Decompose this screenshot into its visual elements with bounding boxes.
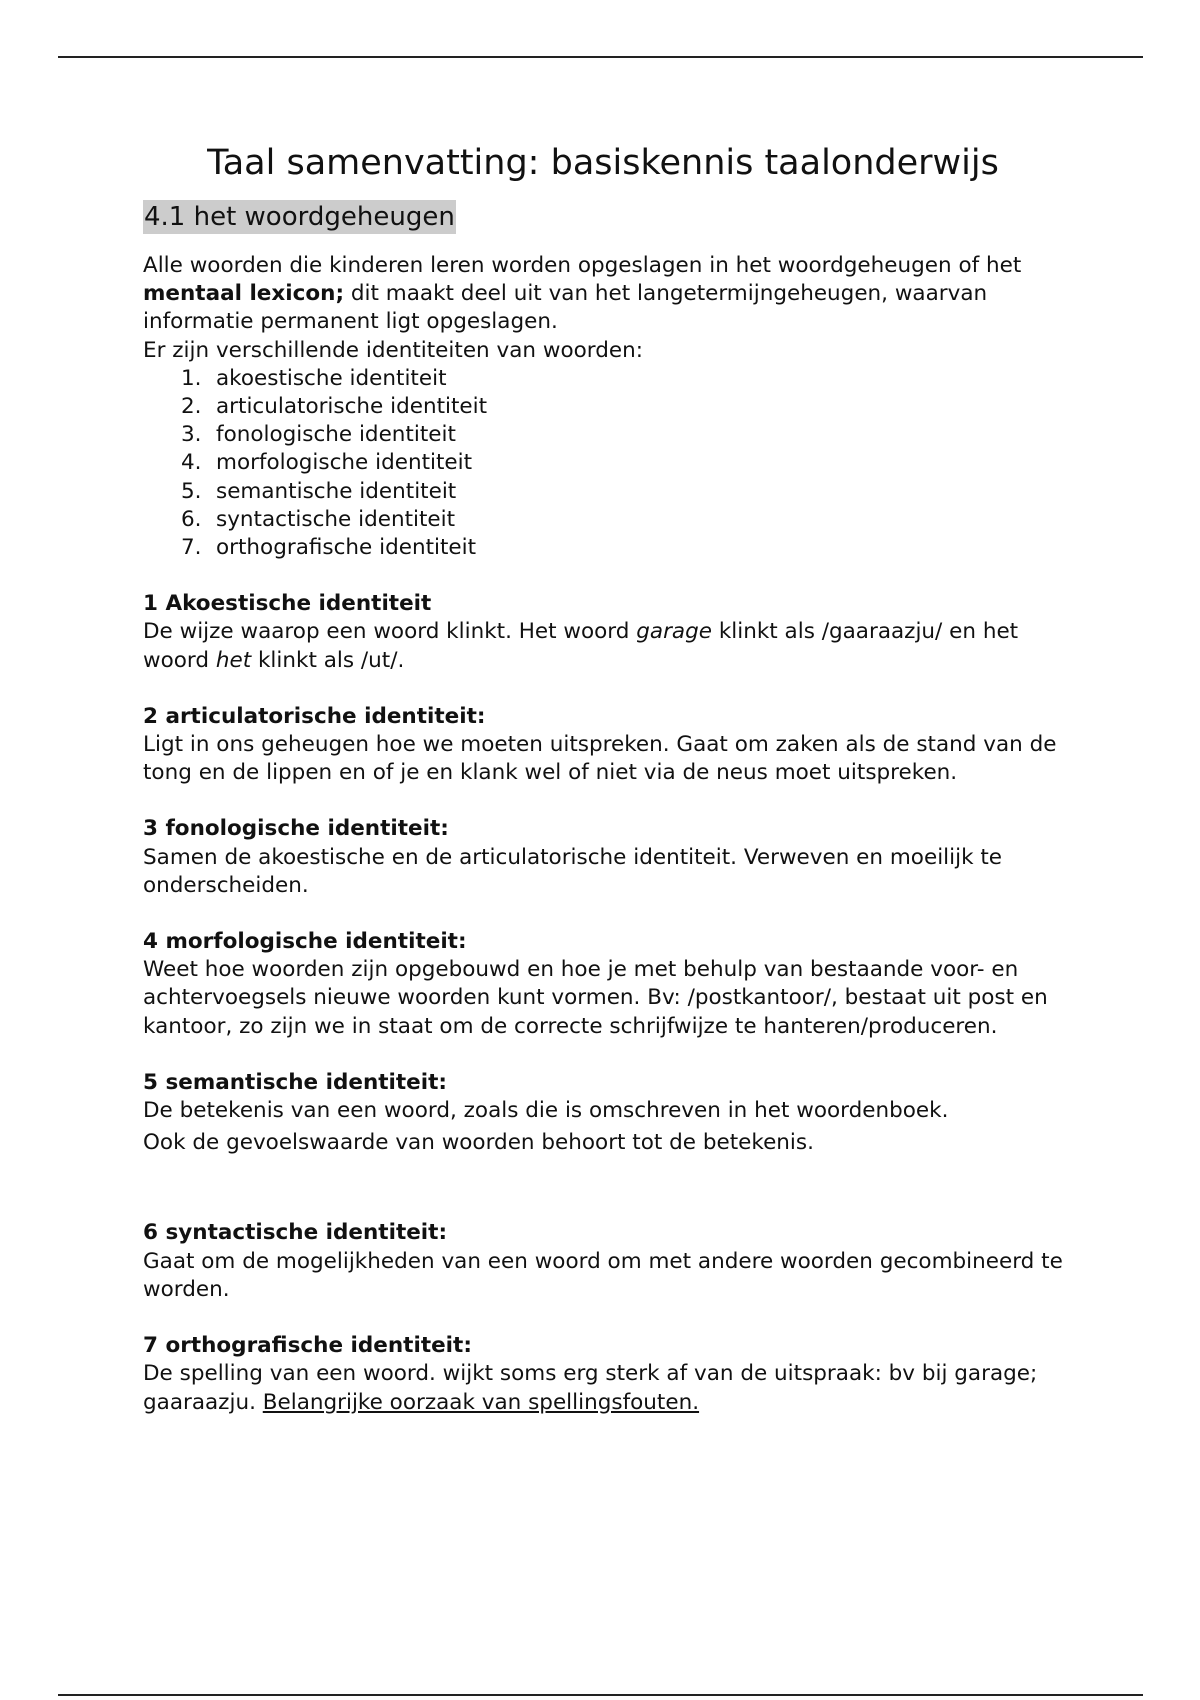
block-text: Ligt in ons geheugen hoe we moeten uitspreken. Gaat om zaken als de stand van de tong en de lippen en of je en klank wel of niet via de neus moet uitspreken. <box>143 732 1057 786</box>
list-number: 5. <box>181 478 202 504</box>
list-number: 3. <box>181 422 202 448</box>
identity-block-morfologisch <box>143 928 1063 1041</box>
list-item <box>143 393 1063 421</box>
document-title: Taal samenvatting: basiskennis taalonderwijs <box>207 143 999 183</box>
block-text: De betekenis van een woord, zoals die is omschreven in het woordenboek. <box>143 1098 949 1124</box>
top-rule <box>58 56 1143 58</box>
bottom-rule <box>58 1694 1143 1696</box>
identities-list <box>143 365 1063 562</box>
list-label: orthografische identiteit <box>216 535 477 561</box>
text-run: De wijze waarop een woord klinkt. Het woord <box>143 619 637 645</box>
block-heading: 6 syntactische identiteit: <box>143 1220 448 1246</box>
underlined-note: Belangrijke oorzaak van spellingsfouten. <box>262 1389 700 1415</box>
block-text <box>143 1360 1063 1416</box>
list-item <box>143 506 1063 534</box>
block-heading: 2 articulatorische identiteit: <box>143 703 486 729</box>
block-text <box>143 618 1063 674</box>
identity-block-articulatorisch <box>143 703 1063 788</box>
list-number: 7. <box>181 535 202 561</box>
block-heading: 5 semantische identiteit: <box>143 1069 448 1095</box>
list-label: morfologische identiteit <box>216 450 473 476</box>
list-label: akoestische identiteit <box>216 365 447 391</box>
italic-term: het <box>215 647 252 673</box>
block-heading: 3 fonologische identiteit: <box>143 816 449 842</box>
intro-bold-term: mentaal lexicon; <box>143 281 345 307</box>
list-item <box>143 534 1063 562</box>
block-heading: 7 orthografische identiteit: <box>143 1333 472 1359</box>
intro-text: Alle woorden die kinderen leren worden opgeslagen in het woordgeheugen of het <box>143 253 1022 278</box>
list-item <box>143 365 1063 393</box>
identity-block-semantisch <box>143 1069 1063 1158</box>
list-number: 2. <box>181 394 202 420</box>
text-run: klinkt als /ut/. <box>251 647 405 673</box>
block-text: Gaat om de mogelijkheden van een woord om met andere woorden gecombineerd te worden. <box>143 1248 1063 1302</box>
list-number: 4. <box>181 450 202 476</box>
block-heading: 1 Akoestische identiteit <box>143 591 432 617</box>
intro-paragraph <box>143 252 1063 337</box>
list-item <box>143 478 1063 506</box>
identities-intro: Er zijn verschillende identiteiten van woorden: <box>143 337 643 363</box>
identity-block-akoestisch <box>143 590 1063 675</box>
block-heading: 4 morfologische identiteit: <box>143 929 467 955</box>
list-number: 1. <box>181 365 202 391</box>
text-run: klinkt als /gaaraazju/ en het woord <box>143 619 1019 673</box>
section-heading: 4.1 het woordgeheugen <box>144 202 455 232</box>
italic-term: garage <box>636 619 712 645</box>
list-label: syntactische identiteit <box>216 506 456 532</box>
list-label: fonologische identiteit <box>216 422 456 448</box>
list-item <box>143 421 1063 449</box>
identity-block-fonologisch <box>143 815 1063 900</box>
list-label: articulatorische identiteit <box>216 394 488 420</box>
list-number: 6. <box>181 506 202 532</box>
identity-block-syntactisch <box>143 1219 1063 1304</box>
block-text: Ook de gevoelswaarde van woorden behoort tot de betekenis. <box>143 1130 814 1156</box>
list-item <box>143 449 1063 477</box>
list-label: semantische identiteit <box>216 478 457 504</box>
document-page <box>143 140 1063 1417</box>
block-text: Samen de akoestische en de articulatorische identiteit. Verweven en moeilijk te onderscheiden. <box>143 844 1003 898</box>
intro-text-continued: dit maakt deel uit van het langetermijngeheugen, waarvan informatie permanent ligt opgeslagen. <box>143 281 988 335</box>
block-text: Weet hoe woorden zijn opgebouwd en hoe je met behulp van bestaande voor- en achtervoegsels nieuwe woorden kunt vormen. Bv: /postkantoor/, bestaat uit post en kantoor, zo zijn we in staat om de correcte schrijfwijze te hanteren/produceren. <box>143 957 1048 1039</box>
identity-block-orthografisch <box>143 1332 1063 1417</box>
text-run: De spelling van een woord. wijkt soms erg sterk af van de uitspraak: bv bij garage; gaaraazju. <box>143 1361 1038 1415</box>
